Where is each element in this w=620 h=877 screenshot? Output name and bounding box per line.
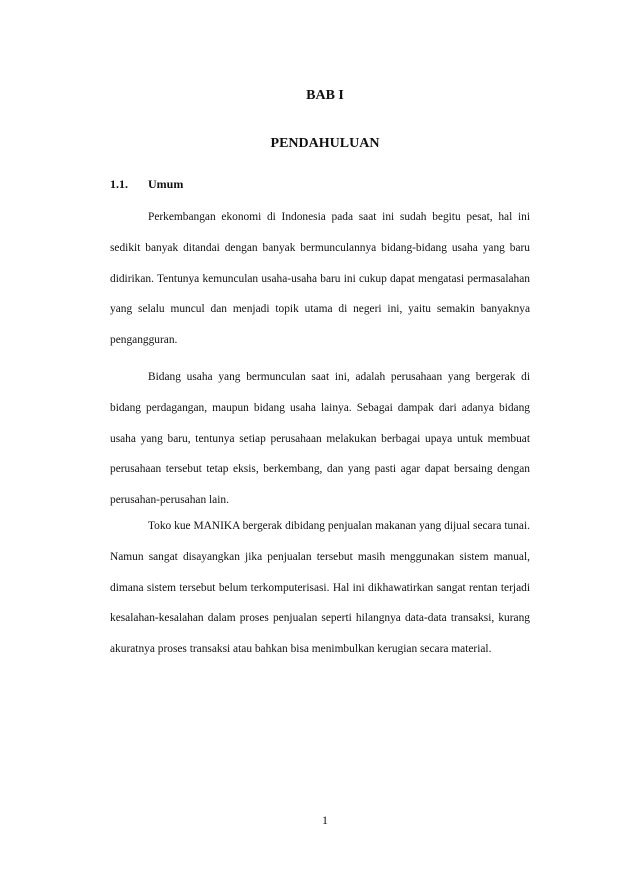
chapter-title: PENDAHULUAN bbox=[270, 136, 380, 151]
section-number: 1.1. bbox=[110, 177, 128, 191]
paragraph-2: Bidang usaha yang bermunculan saat ini, adalah perusahaan yang bergerak di bidang perdagangan, maupun bidang usaha lainya. Sebagai dampak dari adanya bidang usaha yang baru, tentunya setiap perusahaan melakukan berbagai upaya untuk membuat perusahaan tersebut tetap eksis, berkembang, dan yang pasti agar dapat bersaing dengan perusahan-perusahan lain. bbox=[110, 371, 530, 507]
chapter-label: BAB I bbox=[306, 88, 344, 103]
paragraph-1: Perkembangan ekonomi di Indonesia pada saat ini sudah begitu pesat, hal ini sedikit banyak ditandai dengan banyak bermunculannya bidang-bidang usaha yang baru didirikan. Tentunya kemunculan usaha-usaha baru ini cukup dapat mengatasi permasalahan yang selalu muncul dan menjadi topik utama di negeri ini, yaitu semakin banyaknya pengangguran. bbox=[110, 211, 530, 347]
paragraph-3: Toko kue MANIKA bergerak dibidang penjualan makanan yang dijual secara tunai. Namun sangat disayangkan jika penjualan tersebut masih menggunakan sistem manual, dimana sistem tersebut belum terkomputerisasi. Hal ini dikhawatirkan sangat rentan terjadi kesalahan-kesalahan dalam proses penjualan seperti hilangnya data-data transaksi, kurang akuratnya proses transaksi atau bahkan bisa menimbulkan kerugian secara material. bbox=[110, 520, 530, 656]
section-heading bbox=[110, 177, 183, 192]
page-number: 1 bbox=[322, 813, 328, 827]
section-title: Umum bbox=[148, 177, 184, 191]
